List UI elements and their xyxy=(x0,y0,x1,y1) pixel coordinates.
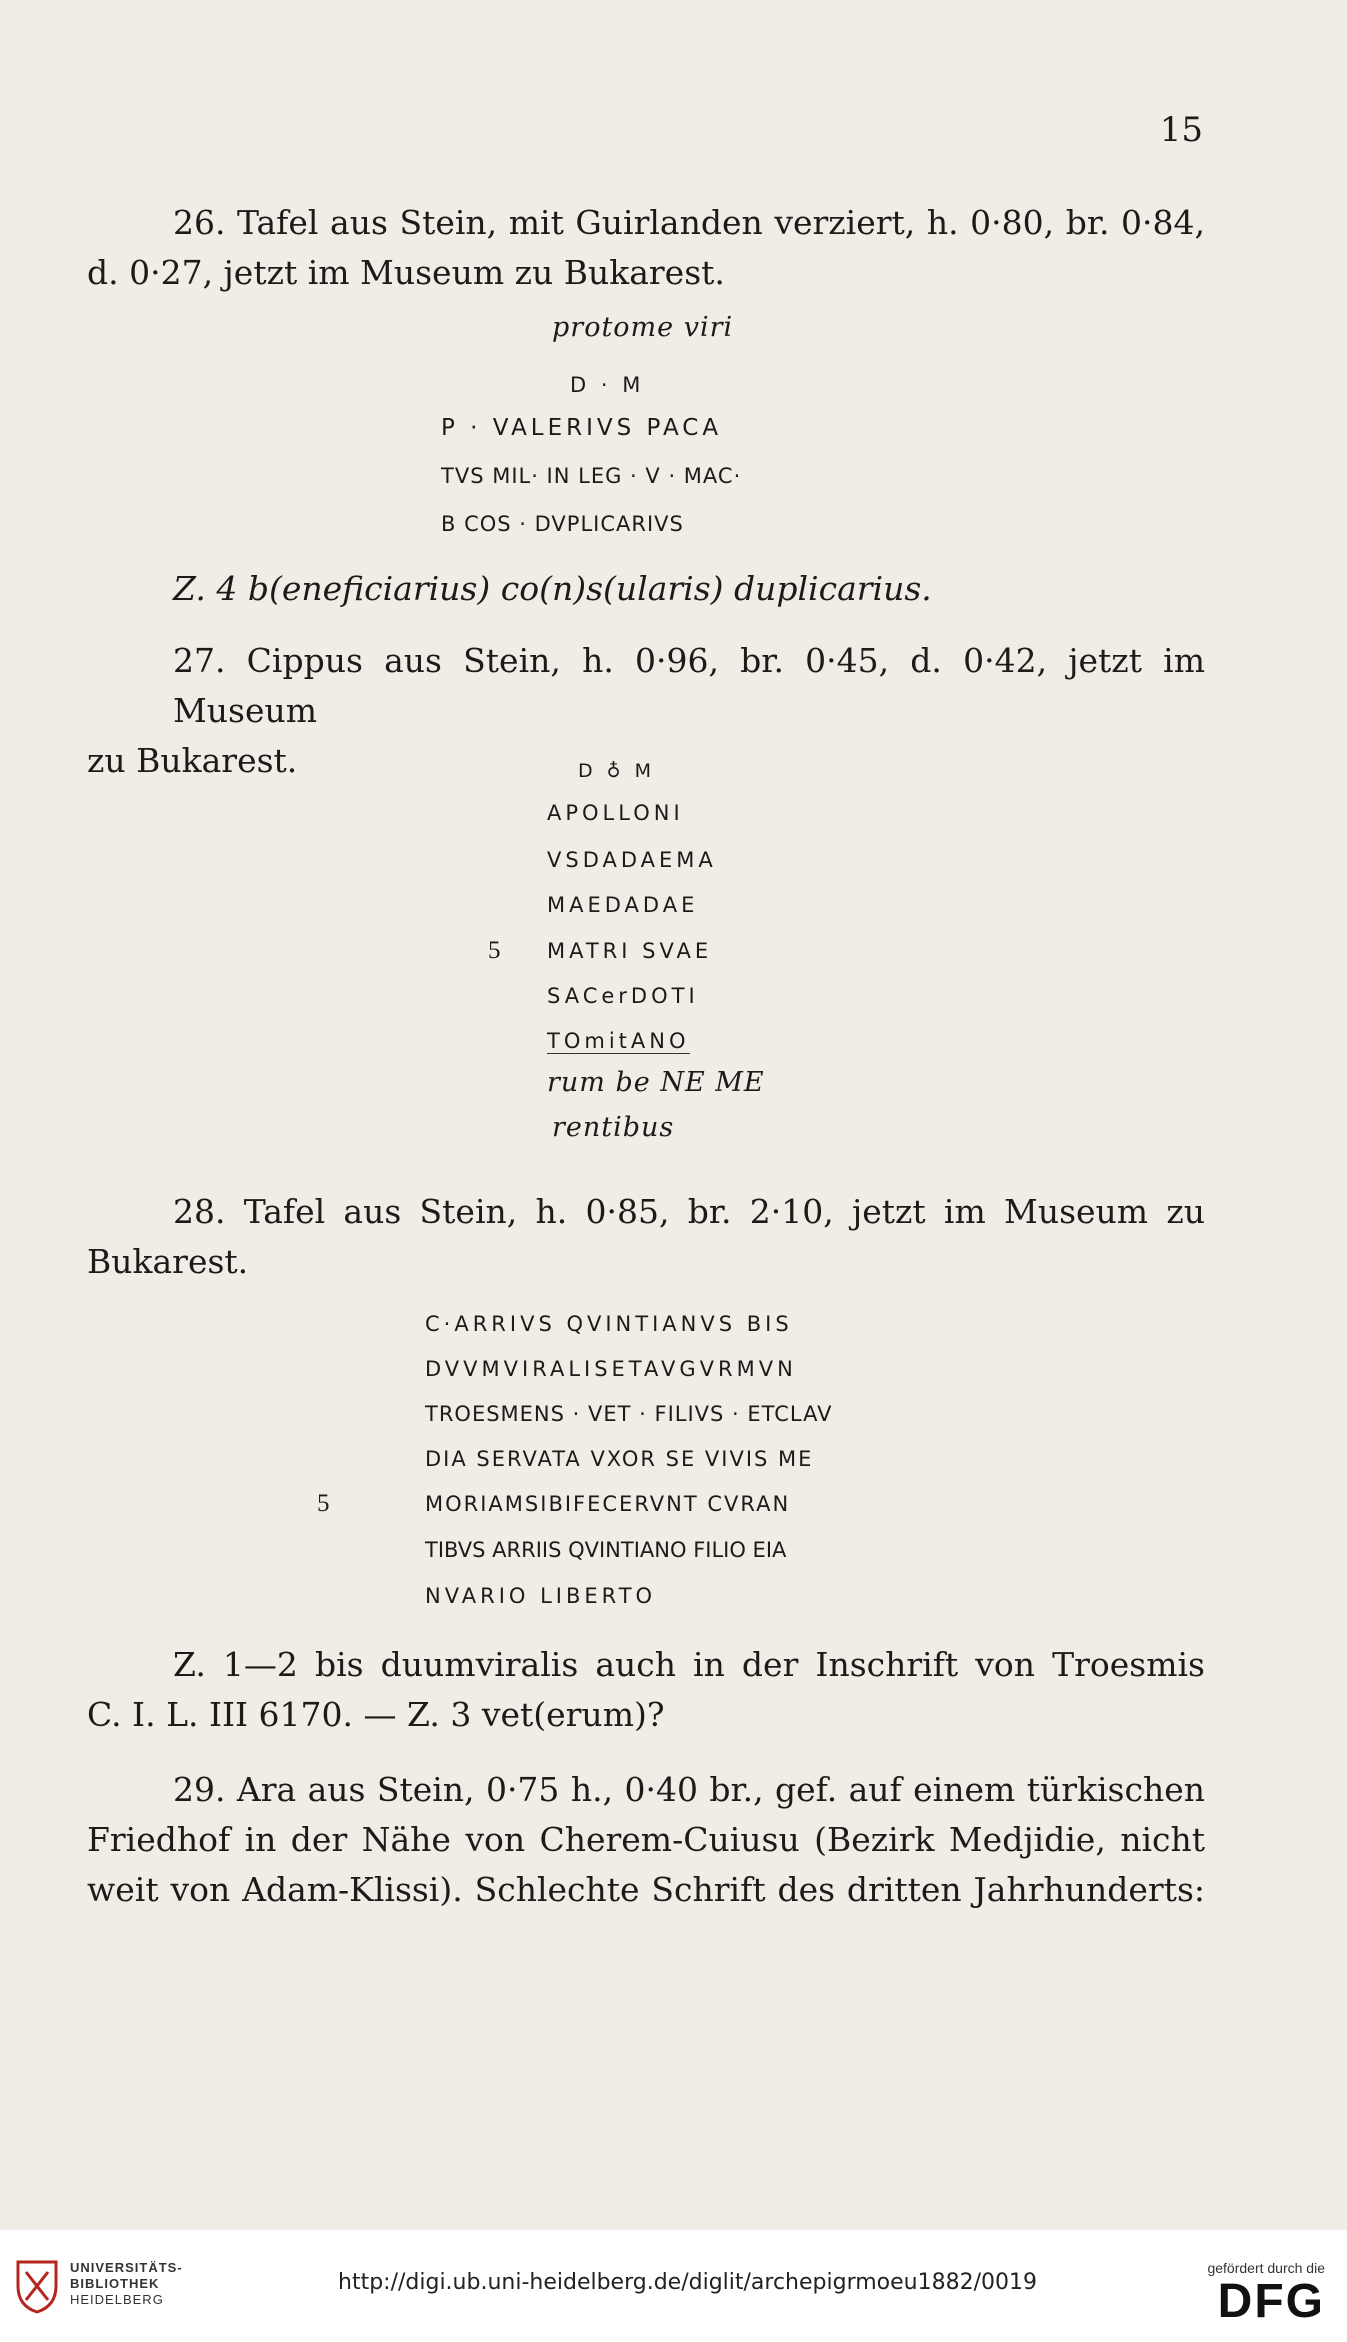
inscription-27-line-1: APOLLONI xyxy=(547,801,684,825)
institution-line-2: BIBLIOTHEK xyxy=(70,2276,160,2291)
inscription-27-line-3: MAEDADAE xyxy=(547,893,699,917)
inscription-26-line-2: P · VALERIVS PACA xyxy=(441,415,723,441)
entry-29-line-2: Friedhof in der Nähe von Cherem-Cuiusu (Bezirk Medjidie, nicht xyxy=(87,1820,1205,1859)
entry-29-line-1: 29. Ara aus Stein, 0·75 h., 0·40 br., gef. auf einem türkischen xyxy=(173,1770,1205,1809)
inscription-26-line-1: D · M xyxy=(570,373,645,397)
institution-line-1: UNIVERSITÄTS- xyxy=(70,2260,183,2275)
institution-line-3: HEIDELBERG xyxy=(70,2292,164,2307)
entry-28-line-1: 28. Tafel aus Stein, h. 0·85, br. 2·10, jetzt im Museum zu xyxy=(173,1192,1205,1231)
entry-28-heading xyxy=(87,1187,1205,1287)
inscription-27-line-5: SACerDOTI xyxy=(547,984,699,1008)
inscription-27-line-8: rentibus xyxy=(552,1112,675,1143)
entry-26-note: Z. 4 b(eneficiarius) co(n)s(ularis) duplicarius. xyxy=(173,569,932,608)
inscription-27-line-2: VSDADAEMA xyxy=(547,848,717,872)
inscription-28-line-0: C·ARRIVS QVINTIANVS BIS xyxy=(425,1312,793,1336)
entry-28-note-line-2: C. I. L. III 6170. — Z. 3 vet(erum)? xyxy=(87,1695,665,1734)
inscription-27-line-4: MATRI SVAE xyxy=(547,939,713,963)
university-seal-icon xyxy=(12,2256,62,2316)
sponsor-label: gefördert durch die xyxy=(1207,2260,1325,2276)
inscription-28-line-2: TROESMENS · VET · FILIVS · ETCLAV xyxy=(425,1402,833,1426)
institution-name xyxy=(70,2260,183,2308)
inscription-28-line-number: 5 xyxy=(317,1490,330,1517)
inscription-28-line-1: DVVMVIRALISETAVGVRMVN xyxy=(425,1357,797,1381)
entry-28-note xyxy=(87,1640,1205,1740)
entry-29-line-3: weit von Adam-Klissi). Schlechte Schrift des dritten Jahrhunderts: xyxy=(87,1870,1205,1909)
source-url-link[interactable]: http://digi.ub.uni-heidelberg.de/diglit/archepigrmoeu1882/0019 xyxy=(338,2270,1037,2295)
inscription-27-line-0: D ♁ M xyxy=(578,760,656,782)
entry-27-line-1: 27. Cippus aus Stein, h. 0·96, br. 0·45, d. 0·42, jetzt im Museum xyxy=(173,641,1205,730)
entry-26-heading xyxy=(87,198,1205,298)
footer-bar xyxy=(0,2230,1347,2342)
entry-26-line-2: d. 0·27, jetzt im Museum zu Bukarest. xyxy=(87,253,725,292)
entry-26-line-1: 26. Tafel aus Stein, mit Guirlanden verziert, h. 0·80, br. 0·84, xyxy=(173,203,1205,242)
entry-27-line-2: zu Bukarest. xyxy=(87,741,298,780)
inscription-27-line-6: TOmitANO xyxy=(547,1029,690,1053)
inscription-26-line-0: protome viri xyxy=(552,312,734,343)
inscription-26-line-4: B COS · DVPLICARIVS xyxy=(441,512,684,536)
entry-28-line-2: Bukarest. xyxy=(87,1242,249,1281)
inscription-28-line-4: MORIAMSIBIFECERVNT CVRAN xyxy=(425,1492,791,1516)
inscription-28-line-6: NVARIO LIBERTO xyxy=(425,1584,657,1608)
inscription-28-line-5: TIBVS ARRIIS QVINTIANO FILIO EIA xyxy=(425,1538,787,1562)
entry-29-heading xyxy=(87,1765,1205,1915)
inscription-28-line-3: DIA SERVATA VXOR SE VIVIS ME xyxy=(425,1447,814,1471)
inscription-26-line-3: TVS MIL· IN LEG · V · MAC· xyxy=(441,464,742,488)
page-number: 15 xyxy=(1159,110,1203,150)
inscription-27-line-number: 5 xyxy=(488,937,501,964)
dfg-logo: DFG xyxy=(1217,2275,1325,2328)
entry-28-note-line-1: Z. 1—2 bis duumviralis auch in der Inschrift von Troesmis xyxy=(173,1645,1205,1684)
inscription-27-line-7: rum be NE ME xyxy=(547,1067,765,1098)
